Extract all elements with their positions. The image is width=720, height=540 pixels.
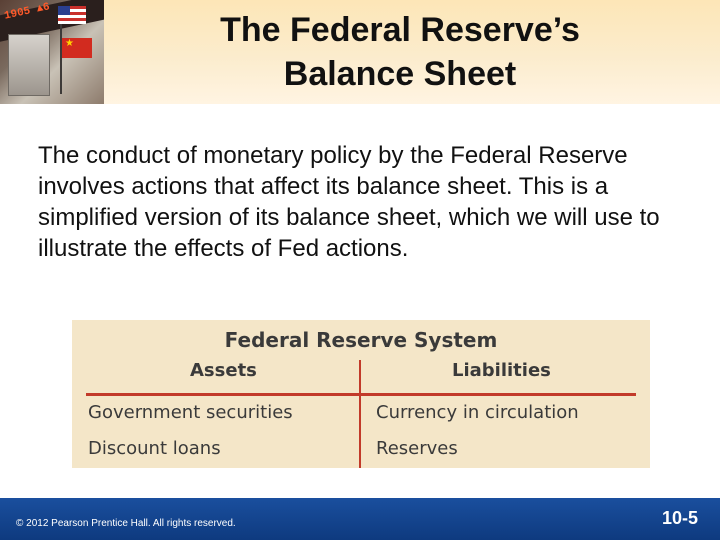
- us-flag-icon: [58, 6, 86, 24]
- flag-pole: [60, 24, 62, 94]
- table-column-divider: [359, 360, 361, 468]
- page-number: 10-5: [661, 508, 698, 528]
- asset-item: Government securities: [88, 402, 293, 423]
- liabilities-header: Liabilities: [452, 360, 551, 381]
- table-header-rule: [86, 393, 636, 396]
- building-image: [8, 34, 50, 96]
- stock-ticker-text: 1905 ▲6: [3, 1, 51, 23]
- balance-sheet-title: Federal Reserve System: [224, 328, 498, 352]
- slide-footer: [0, 498, 720, 540]
- slide-title: [120, 8, 680, 96]
- balance-sheet-table: [72, 320, 650, 468]
- china-flag-icon: [62, 38, 92, 58]
- slide-title-line1: The Federal Reserve’s: [220, 11, 580, 49]
- liability-item: Reserves: [376, 438, 458, 459]
- asset-item: Discount loans: [88, 438, 221, 459]
- copyright-text: © 2012 Pearson Prentice Hall. All rights reserved.: [16, 518, 236, 529]
- slide-body-text: The conduct of monetary policy by the Federal Reserve involves actions that affect its balance sheet. This is a simplified version of its balance sheet, which we will use to illustrate the effects of Fed actions.: [38, 142, 660, 262]
- slide-title-line2: Balance Sheet: [283, 55, 517, 93]
- header-photo: [0, 0, 104, 104]
- liability-item: Currency in circulation: [376, 402, 579, 423]
- slide-header: [0, 0, 720, 104]
- assets-header: Assets: [190, 360, 257, 381]
